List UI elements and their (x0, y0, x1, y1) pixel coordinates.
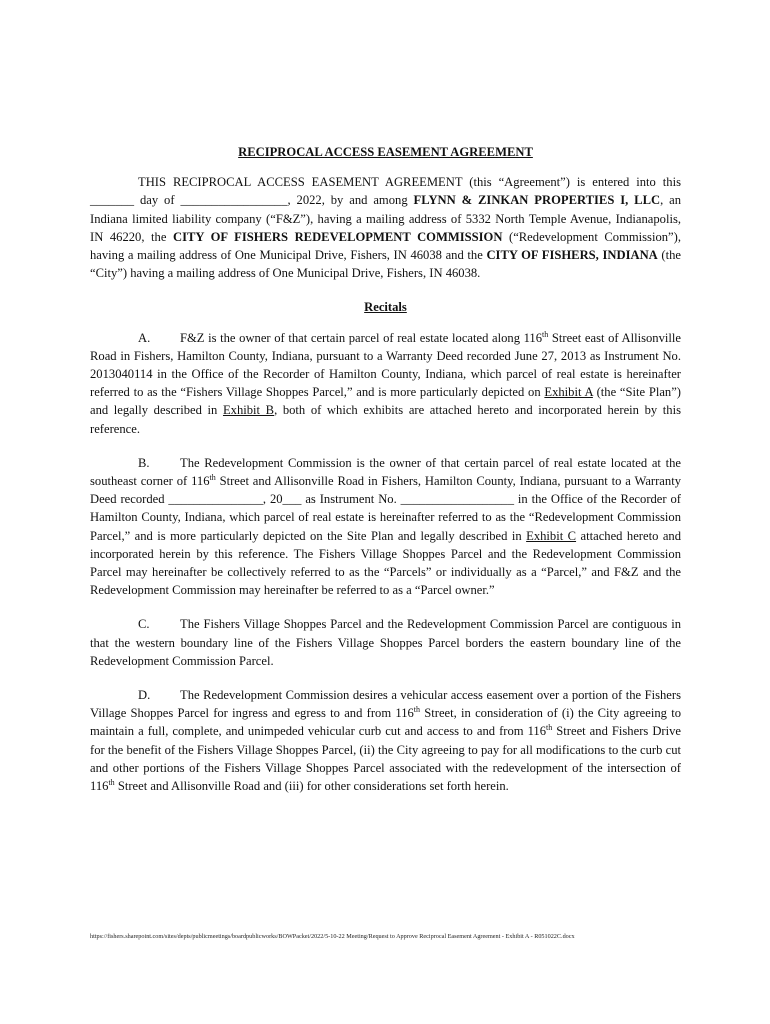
party-fz: FLYNN & ZINKAN PROPERTIES I, LLC (413, 193, 661, 208)
recital-a-text-1: F&Z is the owner of that certain parcel of real estate located along 116 (180, 330, 543, 345)
recital-a (90, 329, 681, 438)
recital-d-text-3: Street and Fishers Drive for the benefit of the Fishers Village Shoppes Parcel, (ii) the City agreeing to pay for all modifications to the curb cut and other portions of the Fishers Village Shoppes Parcel associated with the redevelopment of the intersection of 116 (90, 724, 681, 794)
recital-c-letter: C. (138, 617, 150, 632)
exhibit-a-link: Exhibit A (544, 385, 593, 400)
recital-d-sup-3: th (108, 777, 115, 787)
recital-b-letter: B. (138, 455, 150, 470)
recital-d-letter: D. (138, 688, 151, 703)
recital-b (90, 454, 681, 600)
intro-paragraph (90, 173, 681, 282)
recital-a-text-2: Street east of Allisonville Road in Fishers, Hamilton County, Indiana, pursuant to a Warranty Deed recorded June 27, 2013 as Instrument No. 2013040114 in the Office of the Recorder of Hamilton County, Indiana, which parcel of real estate is hereinafter referred to as the “Fishers Village Shoppes Parcel,” and is more particularly depicted on (90, 330, 681, 400)
recital-d (90, 686, 681, 795)
document-page (90, 143, 681, 811)
recitals-heading: Recitals (364, 300, 407, 315)
recital-c-text-1: The Fishers Village Shoppes Parcel and the Redevelopment Commission Parcel are contiguous in that the western boundary line of the Fishers Village Shoppes Parcel borders the eastern boundary line of the Redevelopment Commission Parcel. (90, 617, 681, 668)
recital-a-sup-1: th (542, 329, 549, 339)
document-title: RECIPROCAL ACCESS EASEMENT AGREEMENT (238, 145, 533, 159)
exhibit-b-link: Exhibit B (222, 403, 275, 418)
recital-b-text-1: The Redevelopment Commission is the owner of that certain parcel of real estate located at the southeast corner of 116 (90, 455, 681, 489)
intro-text-3: (“Redevelopment Commission”), having a mailing address of One Municipal Drive, Fishers, IN 46038 and the (90, 229, 681, 263)
party-redevelopment-commission: CITY OF FISHERS REDEVELOPMENT COMMISSION (172, 229, 503, 244)
intro-text-2: , an Indiana limited liability company (“F&Z”), having a mailing address of 5332 North Temple Avenue, Indianapolis, IN 46220, the (90, 193, 682, 244)
intro-text-1: THIS RECIPROCAL ACCESS EASEMENT AGREEMENT (this “Agreement”) is entered into this _______ day of _________________, 2022, by and among (90, 175, 681, 208)
recital-d-text-2: Street, in consideration of (i) the City agreeing to maintain a full, complete, and unimpeded vehicular curb cut and access to and from 116 (90, 706, 681, 739)
recital-d-sup-2: th (546, 723, 553, 733)
party-city: CITY OF FISHERS, INDIANA (486, 248, 658, 263)
exhibit-c-link: Exhibit C (526, 528, 577, 543)
recital-b-sup-1: th (209, 472, 216, 482)
recital-d-sup-1: th (413, 705, 421, 715)
recital-b-text-3: attached hereto and incorporated herein by this reference. The Fishers Village Shoppes Parcel and the Redevelopment Commission Parcel may hereinafter be collectively referred to as the “Parcels” or individually as a “Parcel,” and F&Z and the Redevelopment Commission may hereinafter be referred to as a “Parcel owner.” (90, 528, 682, 598)
recital-a-text-3: (the “Site Plan”) and legally described in (90, 385, 681, 418)
recital-d-text-1: The Redevelopment Commission desires a vehicular access easement over a portion of the Fishers Village Shoppes Parcel for ingress and egress to and from 116 (90, 688, 681, 721)
recital-d-text-4: Street and Allisonville Road and (iii) for other considerations set forth herein. (114, 779, 509, 794)
recital-a-letter: A. (138, 330, 151, 345)
intro-text-4: (the “City”) having a mailing address of One Municipal Drive, Fishers, IN 46038. (90, 248, 681, 281)
recital-b-text-2: Street and Allisonville Road in Fishers, Hamilton County, Indiana, pursuant to a Warranty Deed recorded _______________, 20___ as Instrument No. __________________ in the Office of the Recorder of Hamilton County, Indiana, which parcel of real estate is hereinafter referred to as the “Redevelopment Commission Parcel,” and is more particularly depicted on the Site Plan and legally described in (90, 474, 681, 543)
recital-c (90, 615, 681, 670)
document-footer-path: https://fishers.sharepoint.com/sites/depts/publicmeetings/boardpublicworks/BOWPacket/2022/5-10-22 Meeting/Request to Approve Reciprocal Easement Agreement - Exhibit A - R051022C.docx (90, 933, 575, 940)
recital-a-text-4: , both of which exhibits are attached hereto and incorporated herein by this reference. (90, 403, 681, 436)
